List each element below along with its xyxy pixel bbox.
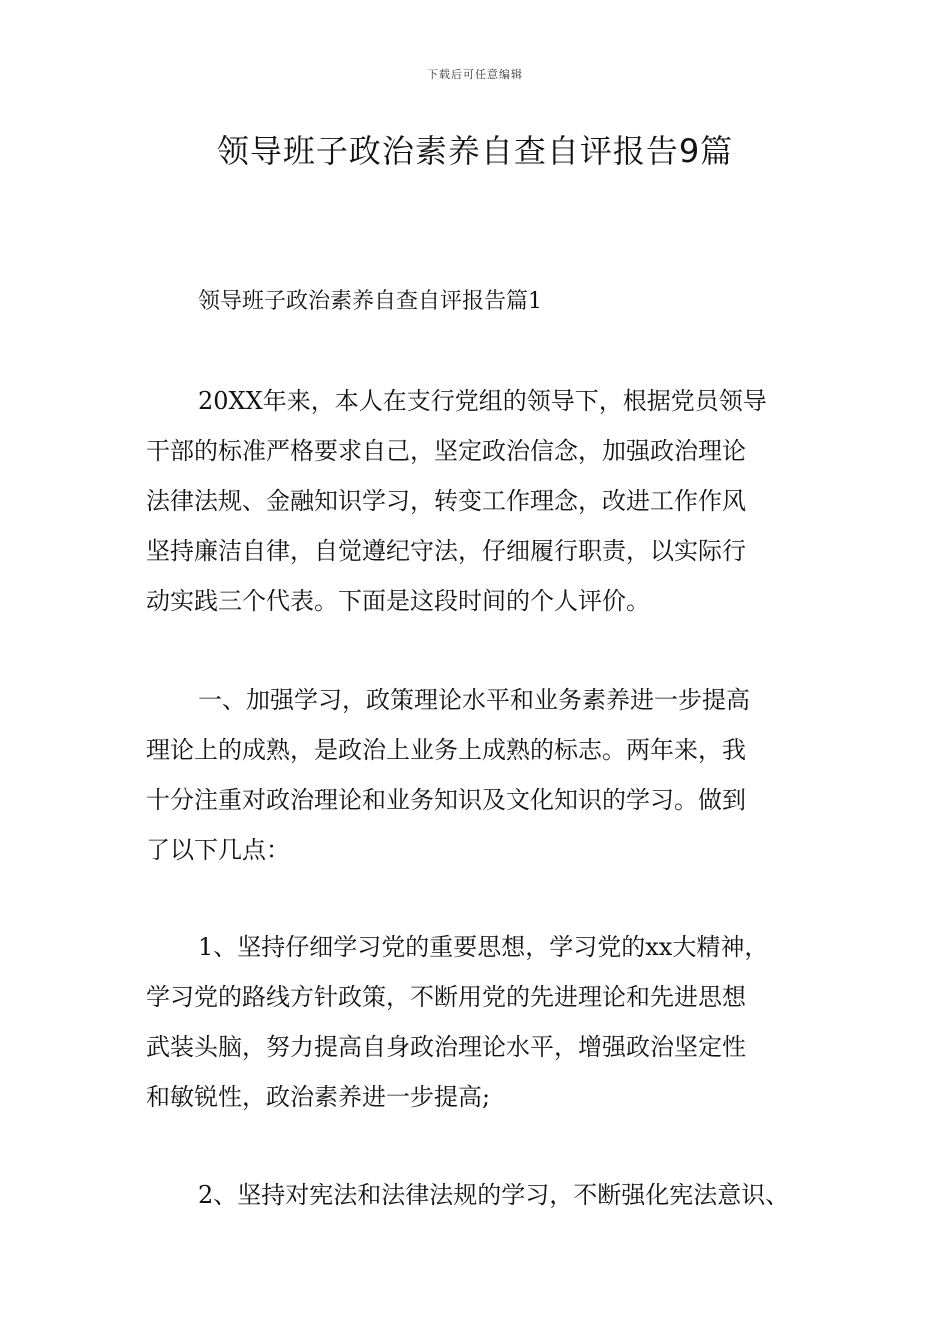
document-title: 领导班子政治素养自查自评报告9篇 xyxy=(216,132,734,170)
paragraph-line: 和敏锐性，政治素养进一步提高; xyxy=(146,1083,491,1111)
paragraph-line: 了以下几点： xyxy=(146,836,290,864)
paragraph-line: 1、坚持仔细学习党的重要思想，学习党的xx大精神， xyxy=(198,933,769,961)
paragraph-line: 干部的标准严格要求自己，坚定政治信念，加强政治理论 xyxy=(146,437,746,465)
paragraph-section-one xyxy=(146,675,836,875)
paragraph-line: 法律法规、金融知识学习，转变工作理念，改进工作作风 xyxy=(146,487,746,515)
section-title: 领导班子政治素养自查自评报告篇1 xyxy=(198,289,542,314)
paragraph-intro xyxy=(146,376,836,626)
paragraph-line: 2、坚持对宪法和法律法规的学习，不断强化宪法意识、 xyxy=(198,1181,790,1209)
paragraph-line: 武装头脑，努力提高自身政治理论水平，增强政治坚定性 xyxy=(146,1033,746,1061)
paragraph-line: 理论上的成熟，是政治上业务上成熟的标志。两年来，我 xyxy=(146,736,746,764)
paragraph-line: 学习党的路线方针政策，不断用党的先进理论和先进思想 xyxy=(146,983,746,1011)
paragraph-line: 20XX年来，本人在支行党组的领导下，根据党员领导 xyxy=(198,387,767,415)
paragraph-point-one xyxy=(146,922,836,1122)
paragraph-line: 一、加强学习，政策理论水平和业务素养进一步提高 xyxy=(198,686,750,714)
header-note: 下载后可任意编辑 xyxy=(427,68,523,81)
paragraph-line: 十分注重对政治理论和业务知识及文化知识的学习。做到 xyxy=(146,786,746,814)
paragraph-point-two xyxy=(146,1170,836,1220)
paragraph-line: 坚持廉洁自律，自觉遵纪守法，仔细履行职责，以实际行 xyxy=(146,537,746,565)
paragraph-line: 动实践三个代表。下面是这段时间的个人评价。 xyxy=(146,587,650,615)
